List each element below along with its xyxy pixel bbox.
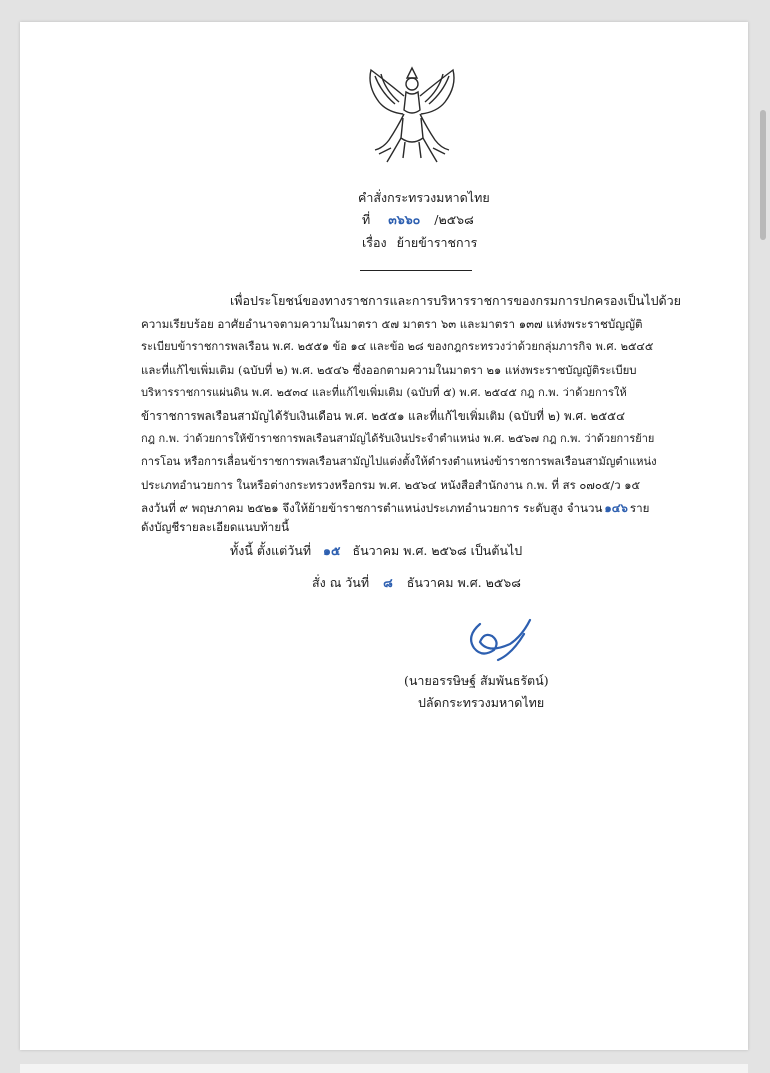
count-suffix: ราย: [629, 501, 650, 515]
document-title: คำสั่งกระทรวงมหาดไทย: [358, 190, 490, 205]
body-line-6: ข้าราชการพลเรือนสามัญได้รับเงินเดือน พ.ศ. ๒๕๕๑ และที่แก้ไขเพิ่มเติม (ฉบับที่ ๒) พ.ศ. ๒๕๕๔: [141, 409, 626, 423]
signer-title: ปลัดกระทรวงมหาดไทย: [418, 695, 545, 710]
subject-text: ย้ายข้าราชการ: [396, 235, 478, 250]
body-line-1: เพื่อประโยชน์ของทางราชการและการบริหารราชการของกรมการปกครองเป็นไปด้วย: [230, 293, 681, 308]
body-line-9: ประเภทอำนวยการ ในหรือต่างกระทรวงหรือกรม พ.ศ. ๒๕๖๔ หนังสือสำนักงาน ก.พ. ที่ สร ๐๗๐๕/ว ๑๕: [141, 478, 641, 492]
garuda-emblem-icon: [357, 62, 467, 172]
document-number: [362, 210, 474, 230]
body-line-7: กฎ ก.พ. ว่าด้วยการให้ข้าราชการพลเรือนสามัญได้รับเงินประจำตำแหน่ง พ.ศ. ๒๕๖๗ กฎ ก.พ. ว่าด้วยการย้าย: [141, 432, 655, 445]
body-line-10: [141, 500, 649, 516]
subject-label: เรื่อง: [362, 235, 387, 250]
handwritten-order-day: ๘: [383, 575, 393, 590]
header-divider: [360, 270, 472, 271]
document-page: [20, 22, 748, 1050]
effective-date: [230, 543, 522, 559]
body-line-4: และที่แก้ไขเพิ่มเติม (ฉบับที่ ๒) พ.ศ. ๒๕๔๖ ซึ่งออกตามความในมาตรา ๒๑ แห่งพระราชบัญญัติระเบียบ: [141, 363, 637, 377]
body-line-11: ดังบัญชีรายละเอียดแนบท้ายนี้: [141, 520, 290, 534]
scrollbar[interactable]: [760, 110, 766, 240]
order-suffix: ธันวาคม พ.ศ. ๒๕๖๘: [406, 575, 521, 590]
body-line-2: ความเรียบร้อย อาศัยอำนาจตามความในมาตรา ๕๗ มาตรา ๖๓ และมาตรา ๑๓๗ แห่งพระราชบัญญัติ: [141, 317, 643, 331]
signer-name: (นายอรรษิษฐ์ สัมพันธรัตน์): [404, 673, 549, 688]
body-line-10-text: ลงวันที่ ๙ พฤษภาคม ๒๕๒๑ จึงให้ย้ายข้าราชการตำแหน่งประเภทอำนวยการ ระดับสูง จำนวน: [141, 501, 603, 515]
number-label: ที่: [362, 212, 371, 227]
handwritten-effective-day: ๑๕: [323, 543, 341, 558]
body-line-5: บริหารราชการแผ่นดิน พ.ศ. ๒๕๓๔ และที่แก้ไขเพิ่มเติม (ฉบับที่ ๕) พ.ศ. ๒๕๔๕ กฎ ก.พ. ว่าด้วยการให้: [141, 386, 627, 399]
body-line-8: การโอน หรือการเลื่อนข้าราชการพลเรือนสามัญไปแต่งตั้งให้ดำรงตำแหน่งข้าราชการพลเรือนสามัญตำแหน่ง: [141, 455, 657, 468]
body-line-3: ระเบียบข้าราชการพลเรือน พ.ศ. ๒๕๕๑ ข้อ ๑๔ และข้อ ๒๘ ของกฎกระทรวงว่าด้วยกลุ่มภารกิจ พ.ศ. ๒๕๔๕: [141, 340, 654, 353]
document-subject: [362, 233, 477, 253]
number-suffix: /๒๕๖๘: [434, 212, 474, 227]
handwritten-signature: [458, 614, 534, 664]
next-page-edge: [20, 1064, 748, 1073]
effective-suffix: ธันวาคม พ.ศ. ๒๕๖๘ เป็นต้นไป: [352, 543, 523, 558]
handwritten-number: ๓๖๖๐: [388, 212, 421, 227]
handwritten-count: ๑๔๖: [604, 501, 628, 515]
order-date: [312, 575, 521, 591]
effective-prefix: ทั้งนี้ ตั้งแต่วันที่: [230, 543, 312, 558]
order-prefix: สั่ง ณ วันที่: [312, 575, 370, 590]
